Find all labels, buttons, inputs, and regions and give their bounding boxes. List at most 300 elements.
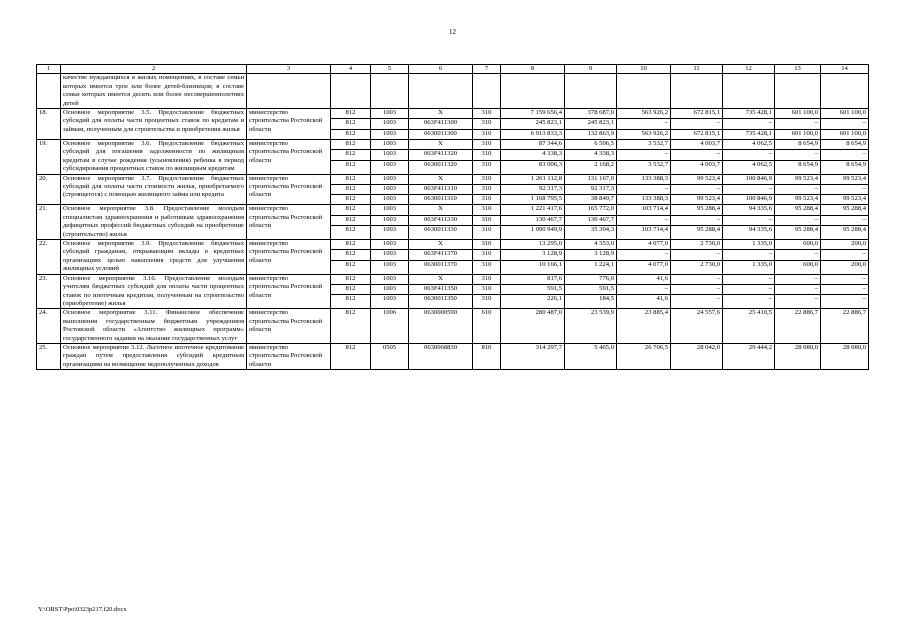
column-header-9: 9	[565, 65, 617, 74]
value-line: X	[438, 274, 443, 282]
value-cell-col-6	[409, 240, 473, 275]
value-line: 23 885,4	[644, 309, 668, 317]
cell-num	[37, 74, 61, 109]
value-line: 601 100,0	[839, 109, 866, 117]
value-line: 1003	[382, 274, 397, 282]
value-line: 1 168 795,5	[501, 194, 564, 204]
value-line: 100 846,9	[745, 174, 772, 182]
value-line: –	[775, 284, 820, 294]
value-line: –	[862, 274, 866, 282]
value-cell-col-6	[409, 139, 473, 174]
column-header-12: 12	[723, 65, 775, 74]
value-line: 812	[345, 174, 356, 182]
value-line: 245 823,1	[501, 118, 564, 128]
column-header-10: 10	[617, 65, 671, 74]
value-line: 99 523,4	[775, 194, 820, 204]
value-cell-col-5	[371, 343, 409, 369]
value-line: X	[438, 139, 443, 147]
value-line: –	[671, 184, 722, 194]
value-line: 063F411310	[409, 184, 472, 194]
activity-description: Основное мероприятие 3.11. Финансовое обеспечение выполнения государственным бюджетным учреждением Ростовской области «Агентство жилищных программ» государственного задания на оказание государственных услуг	[61, 309, 247, 344]
value-line: 812	[345, 109, 356, 117]
value-cell-col-9	[565, 139, 617, 174]
value-line: 812	[331, 194, 370, 204]
value-line: 310	[473, 194, 500, 204]
value-line: 3 128,9	[565, 249, 616, 259]
value-line: –	[617, 249, 670, 259]
value-line: 0630011310	[409, 194, 472, 204]
value-line: 28 042,0	[696, 343, 720, 351]
value-line: –	[723, 184, 774, 194]
value-cell-col-8	[501, 309, 565, 344]
value-line: 812	[331, 284, 370, 294]
value-line: 063F411300	[409, 118, 472, 128]
value-cell-col-5	[371, 274, 409, 309]
value-cell-col-14	[821, 240, 869, 275]
value-line: 0630011320	[409, 160, 472, 170]
value-line: 130 467,7	[565, 215, 616, 225]
value-line: –	[821, 294, 868, 304]
activity-description: Основное мероприятие 3.10. Предоставление молодым учителям бюджетных субсидий для оплаты части процентных ставок по ипотечным кредитам, полученным на строительство (приобретение) жилья	[61, 274, 247, 309]
value-line: 28 080,0	[842, 343, 866, 351]
value-line: –	[821, 149, 868, 159]
row-number: 23.	[37, 274, 61, 309]
value-line: 87 344,6	[538, 139, 562, 147]
value-line: 6 506,5	[594, 139, 614, 147]
value-line: 1003	[371, 160, 408, 170]
value-cell-col-10	[617, 109, 671, 140]
value-line: 310	[473, 215, 500, 225]
value-line: X	[438, 240, 443, 248]
value-line: 0630011330	[409, 225, 472, 235]
value-line: 314 297,7	[535, 343, 562, 351]
value-line: 133 388,3	[617, 194, 670, 204]
value-cell-col-6	[409, 343, 473, 369]
value-line: –	[723, 215, 774, 225]
value-line: –	[671, 294, 722, 304]
value-line: 812	[331, 149, 370, 159]
value-line: –	[723, 284, 774, 294]
value-line: 23 539,9	[590, 309, 614, 317]
value-line: 8 654,9	[846, 139, 866, 147]
value-cell-col-7	[473, 274, 501, 309]
value-line: 812	[331, 160, 370, 170]
value-line: 4 062,5	[752, 139, 772, 147]
value-line: 1006	[382, 309, 397, 317]
column-header-6: 6	[409, 65, 473, 74]
value-line: 4 338,3	[501, 149, 564, 159]
activity-description: Основное мероприятие 3.8. Предоставление молодым специалистам здравоохранения и работникам здравоохранения дефицитных профессий бюджетных субсидий на приобретение (строительство) жилья	[61, 205, 247, 240]
value-line: –	[671, 249, 722, 259]
value-line: 310	[473, 284, 500, 294]
value-cell-col-14	[821, 274, 869, 309]
value-line: 4 353,0	[594, 240, 614, 248]
column-header-3: 3	[247, 65, 331, 74]
value-line: 99 523,4	[842, 174, 866, 182]
value-line: 95 288,4	[842, 205, 866, 213]
value-line: 1003	[371, 225, 408, 235]
value-line: 94 335,6	[748, 205, 772, 213]
value-line: 95 288,4	[794, 205, 818, 213]
value-line: 100 846,9	[723, 194, 774, 204]
value-line: 812	[331, 184, 370, 194]
row-number: 20.	[37, 174, 61, 205]
value-line: 1003	[382, 240, 397, 248]
value-line: 1003	[371, 284, 408, 294]
executor: министерство строительства Ростовской области	[247, 174, 331, 205]
continuation-text: качестве нуждающихся в жилых помещениях, в составе семьи которых имеется трое или более детей-близнецов; в составе семьи которых имеется десять или более несовершеннолетних детей	[61, 74, 247, 109]
value-line: 0630000590	[424, 309, 457, 317]
value-line: 1003	[382, 139, 397, 147]
value-line: 812	[345, 343, 356, 351]
value-cell-col-14	[821, 174, 869, 205]
value-line: 38 849,7	[565, 194, 616, 204]
value-line: 1003	[382, 109, 397, 117]
value-line: 1003	[371, 194, 408, 204]
value-line: 600,0	[775, 260, 820, 270]
value-line: 99 523,4	[696, 174, 720, 182]
value-line: 1003	[371, 249, 408, 259]
table-row	[37, 109, 869, 140]
value-line: 2 730,0	[671, 260, 722, 270]
value-line: 310	[481, 109, 492, 117]
value-line: 35 304,3	[565, 225, 616, 235]
value-line: 310	[473, 184, 500, 194]
activity-description: Основное мероприятие 3.7. Предоставление бюджетных субсидий для оплаты части стоимости жилья, приобретаемого (строящегося) с помощью жилищного займа или кредита	[61, 174, 247, 205]
value-cell-col-8	[501, 343, 565, 369]
value-line: 563 926,2	[617, 129, 670, 139]
value-line: 563 926,2	[641, 109, 668, 117]
value-cell-col-6	[409, 174, 473, 205]
value-line: 310	[473, 260, 500, 270]
value-line: 310	[481, 205, 492, 213]
value-cell-col-4	[331, 240, 371, 275]
value-line: 378 687,0	[587, 109, 614, 117]
value-cell-col-8	[501, 205, 565, 240]
value-line: –	[671, 284, 722, 294]
value-cell-col-14	[821, 343, 869, 369]
value-line: –	[821, 215, 868, 225]
value-cell-col-11	[671, 205, 723, 240]
value-cell-col-6	[409, 274, 473, 309]
value-line: 310	[473, 294, 500, 304]
value-line: 3 532,7	[648, 139, 668, 147]
value-line: 1 221 417,6	[530, 205, 562, 213]
value-line: 812	[331, 225, 370, 235]
value-cell-col-11	[671, 309, 723, 344]
value-line: 591,5	[501, 284, 564, 294]
value-cell-col-11	[671, 343, 723, 369]
value-line: –	[671, 149, 722, 159]
value-line: 1003	[371, 149, 408, 159]
value-line: 8 654,9	[775, 160, 820, 170]
value-cell-col-7	[473, 139, 501, 174]
value-line: –	[617, 149, 670, 159]
column-header-5: 5	[371, 65, 409, 74]
value-cell-col-13	[775, 174, 821, 205]
value-cell-col-14	[821, 139, 869, 174]
value-line: 226,1	[501, 294, 564, 304]
value-cell-col-10	[617, 240, 671, 275]
value-cell-col-4	[331, 109, 371, 140]
value-cell-col-7	[473, 343, 501, 369]
column-header-2: 2	[61, 65, 247, 74]
value-cell-col-14	[821, 205, 869, 240]
value-line: 28 080,0	[794, 343, 818, 351]
value-cell-col-7	[473, 174, 501, 205]
value-line: 3 532,7	[617, 160, 670, 170]
value-cell-col-12	[723, 205, 775, 240]
value-cell-col-10	[617, 309, 671, 344]
value-line: 13 295,0	[538, 240, 562, 248]
value-cell-col-13	[775, 139, 821, 174]
value-line: 4 003,7	[700, 139, 720, 147]
table-row	[37, 174, 869, 205]
value-line: 95 288,4	[671, 225, 722, 235]
value-cell-col-5	[371, 309, 409, 344]
value-cell-col-7	[473, 240, 501, 275]
value-cell-col-8	[501, 174, 565, 205]
value-line: 591,5	[565, 284, 616, 294]
value-cell-col-10	[617, 174, 671, 205]
value-cell-col-4	[331, 174, 371, 205]
value-line: 132 863,9	[565, 129, 616, 139]
value-cell-col-10	[617, 139, 671, 174]
table-row	[37, 139, 869, 174]
executor: министерство строительства Ростовской области	[247, 205, 331, 240]
value-line: 92 317,3	[565, 184, 616, 194]
value-line: 1 335,0	[752, 240, 772, 248]
budget-table	[36, 64, 869, 370]
row-number: 25.	[37, 343, 61, 369]
value-line: –	[775, 249, 820, 259]
value-line: 165 772,0	[587, 205, 614, 213]
value-line: 25 410,5	[748, 309, 772, 317]
value-line: 200,0	[821, 260, 868, 270]
row-number: 18.	[37, 109, 61, 140]
table-row	[37, 274, 869, 309]
value-cell-col-13	[775, 205, 821, 240]
value-line: 812	[331, 249, 370, 259]
value-line: 94 335,6	[723, 225, 774, 235]
value-cell-col-6	[409, 309, 473, 344]
column-header-11: 11	[671, 65, 723, 74]
value-cell-col-13	[775, 343, 821, 369]
value-cell-col-8	[501, 274, 565, 309]
activity-description: Основное мероприятие 3.12. Льготное ипотечное кредитование граждан путем предоставления субсидий кредитным организациям на возмещение недополученных доходов	[61, 343, 247, 369]
value-line: 601 100,0	[775, 129, 820, 139]
value-cell-col-6	[409, 109, 473, 140]
value-cell-col-12	[723, 174, 775, 205]
value-cell-col-8	[501, 240, 565, 275]
value-line: –	[821, 249, 868, 259]
value-line: 0630011350	[409, 294, 472, 304]
value-cell-col-4	[331, 343, 371, 369]
value-line: 7 159 656,4	[530, 109, 562, 117]
value-line: 310	[473, 118, 500, 128]
value-line: 610	[481, 309, 492, 317]
value-line: 600,0	[803, 240, 818, 248]
executor: министерство строительства Ростовской области	[247, 109, 331, 140]
value-line: 92 317,3	[501, 184, 564, 194]
value-line: –	[775, 118, 820, 128]
value-line: 310	[473, 129, 500, 139]
value-line: –	[617, 118, 670, 128]
value-line: 22 886,7	[842, 309, 866, 317]
value-line: –	[617, 284, 670, 294]
value-line: 95 288,4	[696, 205, 720, 213]
value-line: 310	[473, 149, 500, 159]
value-cell-col-5	[371, 240, 409, 275]
value-line: –	[723, 249, 774, 259]
value-line: 8 654,9	[821, 160, 868, 170]
value-cell-col-14	[821, 309, 869, 344]
value-line: –	[723, 118, 774, 128]
value-line: 1 335,0	[723, 260, 774, 270]
value-line: X	[438, 205, 443, 213]
value-line: 1003	[382, 205, 397, 213]
value-line: 29 444,2	[748, 343, 772, 351]
value-line: 131 167,0	[587, 174, 614, 182]
value-cell-col-10	[617, 205, 671, 240]
value-line: 41,6	[617, 294, 670, 304]
value-cell-col-12	[723, 139, 775, 174]
value-line: –	[617, 184, 670, 194]
value-line: 812	[345, 139, 356, 147]
value-line: 0630011370	[409, 260, 472, 270]
value-line: 5 465,0	[594, 343, 614, 351]
value-cell-col-12	[723, 343, 775, 369]
value-cell-col-9	[565, 109, 617, 140]
value-line: 2 168,2	[565, 160, 616, 170]
value-line: 0505	[382, 343, 397, 351]
table-body	[37, 74, 869, 370]
page-number: 12	[449, 28, 456, 36]
value-cell-col-7	[473, 109, 501, 140]
value-cell-col-12	[723, 274, 775, 309]
value-line: 063F411320	[409, 149, 472, 159]
value-cell-col-11	[671, 174, 723, 205]
value-line: 672 815,1	[693, 109, 720, 117]
value-cell-col-4	[331, 309, 371, 344]
value-cell-col-5	[371, 109, 409, 140]
value-line: 4 077,0	[648, 240, 668, 248]
value-line: –	[716, 274, 720, 282]
value-line: 310	[473, 160, 500, 170]
value-line: 99 523,4	[821, 194, 868, 204]
value-line: 1003	[371, 215, 408, 225]
value-line: –	[821, 184, 868, 194]
value-cell-col-4	[331, 139, 371, 174]
value-line: 1003	[371, 184, 408, 194]
value-line: X	[438, 174, 443, 182]
value-line: –	[775, 149, 820, 159]
value-line: 812	[345, 205, 356, 213]
row-number: 24.	[37, 309, 61, 344]
value-cell-col-14	[821, 109, 869, 140]
table-row	[37, 309, 869, 344]
value-cell-col-8	[501, 109, 565, 140]
value-cell-col-12	[723, 309, 775, 344]
executor: министерство строительства Ростовской области	[247, 240, 331, 275]
value-line: –	[775, 215, 820, 225]
value-line: 063F411350	[409, 284, 472, 294]
activity-description: Основное мероприятие 3.6. Предоставление бюджетных субсидий для погашения задолженности по жилищным кредитам в случае рождения (усыновления) ребенка в период субсидирования процентных ставок по жилищным кредитам	[61, 139, 247, 174]
value-line: 1003	[371, 118, 408, 128]
value-line: 735 428,1	[723, 129, 774, 139]
value-cell-col-10	[617, 274, 671, 309]
value-line: –	[617, 215, 670, 225]
value-line: 812	[331, 215, 370, 225]
value-cell-col-9	[565, 205, 617, 240]
value-cell-col-9	[565, 174, 617, 205]
header-row	[37, 65, 869, 74]
column-header-13: 13	[775, 65, 821, 74]
value-line: 41,6	[656, 274, 668, 282]
row-number: 22.	[37, 240, 61, 275]
executor: министерство строительства Ростовской области	[247, 274, 331, 309]
value-cell-col-7	[473, 205, 501, 240]
value-line: 310	[481, 174, 492, 182]
value-line: 1003	[371, 294, 408, 304]
value-cell-col-9	[565, 309, 617, 344]
value-cell-col-11	[671, 109, 723, 140]
budget-table-container	[36, 64, 868, 370]
value-line: 310	[473, 249, 500, 259]
value-line: 0630068830	[424, 343, 457, 351]
value-line: 245 823,1	[565, 118, 616, 128]
value-line: 812	[331, 260, 370, 270]
column-header-1: 1	[37, 65, 61, 74]
value-cell-col-11	[671, 240, 723, 275]
value-cell-col-10	[617, 343, 671, 369]
value-line: 24 557,6	[696, 309, 720, 317]
value-line: 103 714,4	[641, 205, 668, 213]
value-line: 0630011300	[409, 129, 472, 139]
value-line: 063F411330	[409, 215, 472, 225]
value-line: 1003	[371, 129, 408, 139]
value-line: 310	[473, 225, 500, 235]
file-path-footer: Y:\ORST\Ppo\0323p217.f20.docx	[38, 606, 127, 613]
value-line: –	[723, 294, 774, 304]
column-header-7: 7	[473, 65, 501, 74]
value-cell-col-5	[371, 174, 409, 205]
value-line: 26 706,5	[644, 343, 668, 351]
value-cell-col-4	[331, 274, 371, 309]
value-line: –	[671, 118, 722, 128]
value-line: 99 523,4	[794, 174, 818, 182]
value-line: 1003	[371, 260, 408, 270]
value-line: –	[671, 215, 722, 225]
value-line: 103 714,4	[617, 225, 670, 235]
executor: министерство строительства Ростовской области	[247, 309, 331, 344]
value-cell-col-9	[565, 343, 617, 369]
value-line: 812	[331, 118, 370, 128]
value-line: 280 487,0	[535, 309, 562, 317]
value-line: 83 006,3	[501, 160, 564, 170]
value-line: 4 062,5	[723, 160, 774, 170]
value-line: 133 388,3	[641, 174, 668, 182]
row-number: 19.	[37, 139, 61, 174]
column-header-8: 8	[501, 65, 565, 74]
value-line: 4 003,7	[671, 160, 722, 170]
row-number: 21.	[37, 205, 61, 240]
value-line: 817,6	[547, 274, 562, 282]
value-line: 130 467,7	[501, 215, 564, 225]
value-cell-col-9	[565, 240, 617, 275]
value-cell-col-5	[371, 205, 409, 240]
value-line: 735 428,1	[745, 109, 772, 117]
